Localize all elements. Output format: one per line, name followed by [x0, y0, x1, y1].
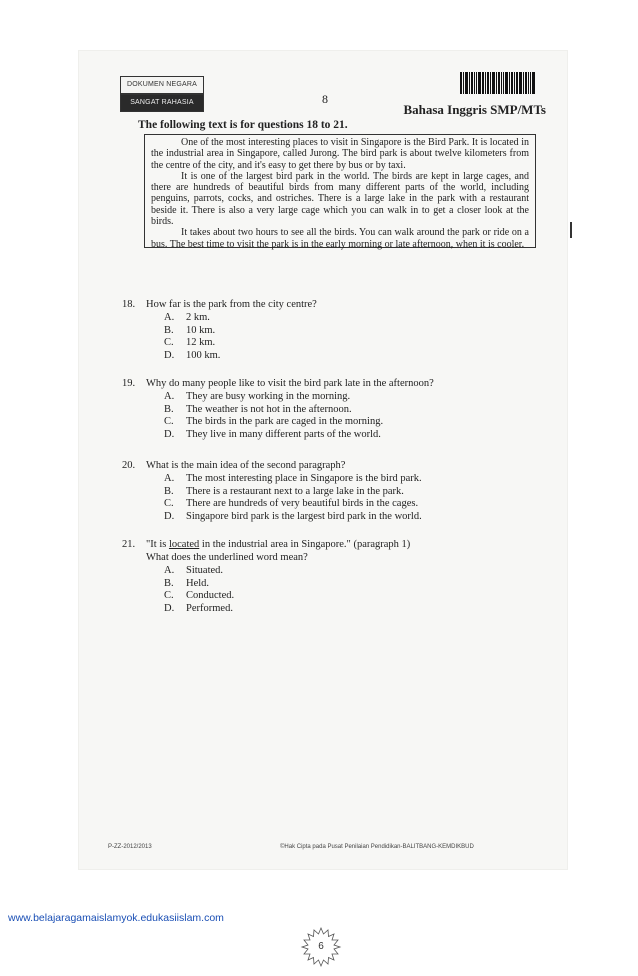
question-text: What is the main idea of the second paragraph? [146, 460, 346, 471]
option-c[interactable]: C. The birds in the park are caged in the morning. [164, 416, 384, 428]
question-20 [122, 459, 422, 523]
option-c[interactable]: C. There are hundreds of very beautiful birds in the cages. [164, 498, 419, 510]
passage-paragraph: One of the most interesting places to visit in Singapore is the Bird Park. It is located in the industrial area in Singapore, called Jurong. The bird park is about twelve kilometers from the centre of the city, and it's easy to get there by bus or by taxi. [151, 137, 529, 171]
passage-paragraph: It is one of the largest bird park in the world. The birds are kept in large cages, and there are hundreds of beautiful birds from many different parts of the world, including penguins, parrots, cocks, and ostriches. There is a large lake in the park with a restaurant beside it. There is also a very large cage which you can walk in to get a closer look at the birds. [151, 170, 529, 228]
doc-label-dokumen-negara: DOKUMEN NEGARA [120, 76, 204, 94]
website-link[interactable]: www.belajaragamaislamyok.edukasiislam.com [8, 912, 224, 924]
option-a[interactable]: A. Situated. [164, 565, 224, 576]
option-b[interactable]: B. 10 km. [164, 324, 216, 336]
option-d[interactable]: D. 100 km. [164, 349, 221, 361]
option-b[interactable]: B. Held. [164, 577, 210, 589]
option-list [164, 473, 422, 523]
question-text: Why do many people like to visit the bird park late in the afternoon? [146, 378, 434, 389]
question-18 [122, 298, 317, 362]
question-number: 18. [122, 299, 136, 310]
question-number: 20. [122, 460, 136, 471]
question-quote: "It is located in the industrial area in Singapore." (paragraph 1) [146, 539, 411, 550]
option-a[interactable]: A. The most interesting place in Singapore is the bird park. [164, 473, 422, 484]
option-c[interactable]: C. Conducted. [164, 590, 235, 602]
option-a[interactable]: A. They are busy working in the morning. [164, 391, 351, 402]
copyright-notice: ©Hak Cipta pada Pusat Penilaian Pendidikan-BALITBANG-KEMDIKBUD [280, 844, 474, 850]
question-19 [122, 377, 434, 441]
exam-code: P-ZZ-2012/2013 [108, 844, 152, 850]
question-number: 19. [122, 378, 136, 389]
question-number: 21. [122, 539, 136, 550]
question-text: What does the underlined word mean? [146, 552, 308, 563]
subject-title: Bahasa Inggris SMP/MTs [403, 102, 546, 117]
option-list [164, 391, 434, 441]
option-list [164, 312, 317, 362]
option-list [164, 565, 410, 615]
question-21 [122, 538, 410, 615]
exam-page-number: 8 [322, 92, 328, 106]
option-d[interactable]: D. Performed. [164, 602, 233, 614]
option-a[interactable]: A. 2 km. [164, 312, 210, 323]
option-d[interactable]: D. Singapore bird park is the largest bird park in the world. [164, 510, 422, 522]
margin-mark [570, 222, 572, 238]
option-b[interactable]: B. There is a restaurant next to a large lake in the park. [164, 485, 404, 497]
question-text: How far is the park from the city centre? [146, 299, 317, 310]
barcode-icon [460, 72, 548, 94]
reading-passage [144, 134, 536, 248]
page-number-badge: 6 [318, 941, 324, 952]
passage-paragraph: It takes about two hours to see all the birds. You can walk around the park or ride on a bus. The best time to visit the park is in the early morning or late afternoon, when it is cooler. [151, 227, 529, 250]
option-b[interactable]: B. The weather is not hot in the afternoon. [164, 403, 352, 415]
doc-label-sangat-rahasia: SANGAT RAHASIA [120, 94, 204, 112]
option-d[interactable]: D. They live in many different parts of the world. [164, 428, 381, 440]
option-c[interactable]: C. 12 km. [164, 337, 216, 349]
underlined-word: located [168, 539, 200, 550]
passage-instruction: The following text is for questions 18 to 21. [138, 119, 348, 131]
